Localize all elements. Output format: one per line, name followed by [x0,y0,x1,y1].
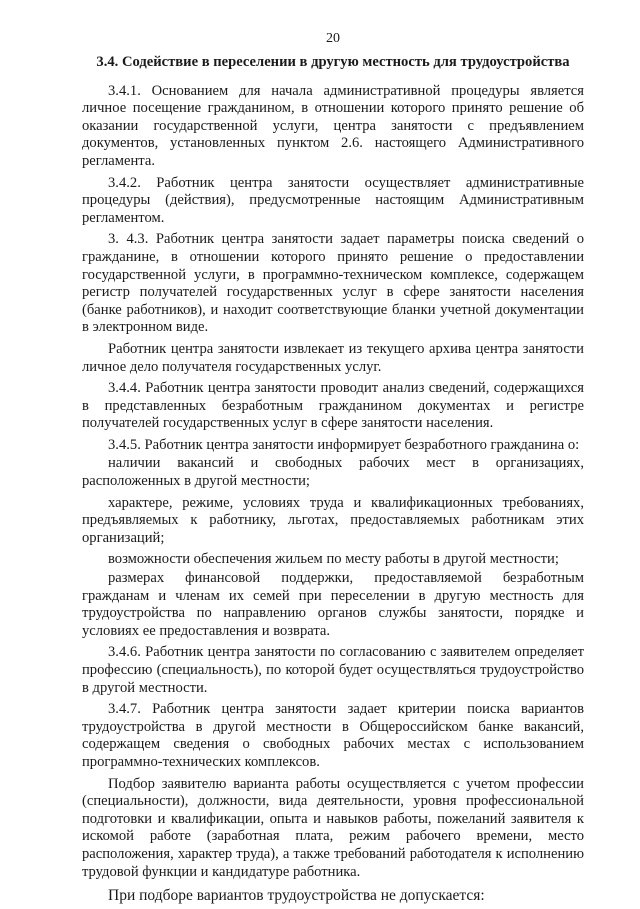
page-number: 20 [326,31,340,46]
document-page [82,0,584,909]
paragraph-selection: Подбор заявителю варианта работы осуществляется с учетом профессии (специальности), должности, вида деятельности, уровня профессиональной подготовки и квалификации, опыта и навыков работы, пожеланий заявителя к искомой работе (заработная плата, режим рабочего времени, место расположения, характер труда), а также требований работодателя к исполнению трудовой функции и кандидатуре работника. [82,775,584,880]
list-item-vacancies: наличии вакансий и свободных рабочих мест в организациях, расположенных в другой местности; [82,455,584,490]
paragraph-3-4-2: 3.4.2. Работник центра занятости осуществляет административные процедуры (действия), предусмотренные настоящим Административным регламентом. [82,174,584,226]
paragraph-not-allowed: При подборе вариантов трудоустройства не допускается: [108,887,485,905]
paragraph-3-4-6: 3.4.6. Работник центра занятости по согласованию с заявителем определяет профессию (специальность), по которой будет осуществляться трудоустройство в другой местности. [82,644,584,696]
paragraph-3-4-7: 3.4.7. Работник центра занятости задает критерии поиска вариантов трудоустройства в другой местности в Общероссийском банке вакансий, содержащем сведения о свободных рабочих местах с использованием программно-технических комплексов. [82,701,584,770]
paragraph-3-4-3: 3. 4.3. Работник центра занятости задает параметры поиска сведений о гражданине, в отношении которого принято решение о предоставлении государственной услуги, в программно-техническом комплексе, содержащем регистр получателей государственных услуг в сфере занятости населения (банке работников), и находит соответствующие бланки учетной документации в электронном виде. [82,231,584,336]
list-item-housing: возможности обеспечения жильем по месту работы в другой местности; [108,551,559,568]
paragraph-archive: Работник центра занятости извлекает из текущего архива центра занятости личное дело получателя государственных услуг. [82,340,584,375]
paragraph-3-4-1: 3.4.1. Основанием для начала административной процедуры является личное посещение гражданином, в отношении которого принято решение об оказании государственной услуги, центра занятости с предъявлением документов, установленных пунктом 2.6. настоящего Административного регламента. [82,82,584,169]
paragraph-3-4-5: 3.4.5. Работник центра занятости информирует безработного гражданина о: [108,436,580,453]
paragraph-3-4-4: 3.4.4. Работник центра занятости проводит анализ сведений, содержащихся в представленных безработным гражданином документах и регистре получателей государственных услуг в сфере занятости населения. [82,380,584,432]
list-item-financial-support: размерах финансовой поддержки, предоставляемой безработным гражданам и членам их семей при переселении в другую местность для трудоустройства по направлению органов службы занятости, порядке и условиях ее предоставления и возврата. [82,570,584,639]
list-item-work-conditions: характере, режиме, условиях труда и квалификационных требованиях, предъявляемых к работнику, льготах, предоставляемых работникам этих организаций; [82,494,584,546]
section-title: 3.4. Содействие в переселении в другую местность для трудоустройства [96,54,570,70]
